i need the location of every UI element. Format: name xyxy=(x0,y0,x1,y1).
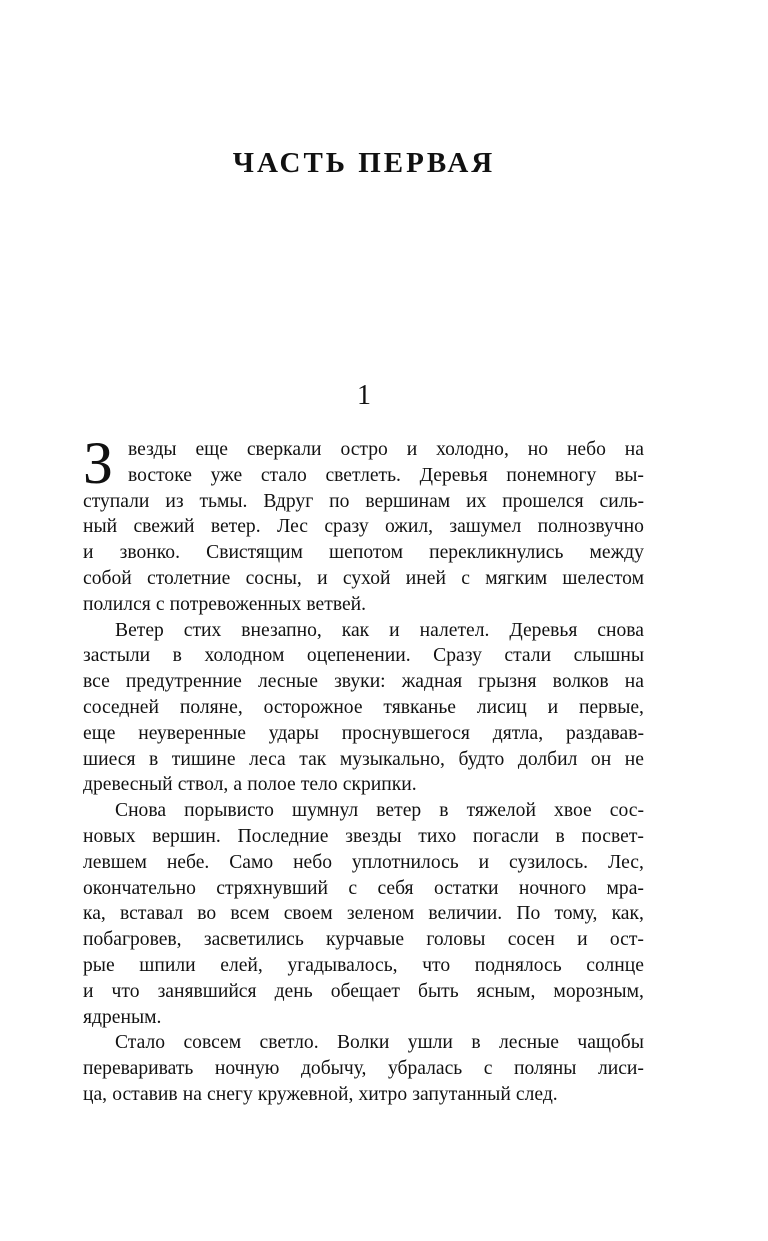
word: долбил xyxy=(517,748,578,770)
text-line xyxy=(83,850,644,876)
word: понемногу xyxy=(506,464,597,486)
word: полился xyxy=(83,593,151,615)
word: Деревья xyxy=(509,619,578,641)
word: в xyxy=(555,825,565,847)
word: хитро xyxy=(358,1083,408,1105)
word: тому, xyxy=(554,903,598,925)
word: уплотнилось xyxy=(351,851,459,873)
word: занявшийся xyxy=(157,980,257,1002)
drop-cap: З xyxy=(83,430,114,496)
word: во xyxy=(197,903,217,925)
text-line xyxy=(83,514,644,540)
word: музыкально, xyxy=(339,748,445,770)
word: еще xyxy=(83,722,116,744)
word: холодно, xyxy=(436,439,509,460)
word: ветер xyxy=(376,800,422,822)
word: ветвей. xyxy=(306,593,367,615)
word: По xyxy=(516,903,541,925)
word: мра- xyxy=(606,877,644,899)
text-line xyxy=(83,643,644,669)
text-line xyxy=(83,1082,644,1108)
word: древесный xyxy=(83,774,173,796)
word: поднялось xyxy=(474,954,562,976)
word: и xyxy=(317,567,328,589)
word: собой xyxy=(83,567,132,589)
word: рые xyxy=(83,954,115,976)
word: след. xyxy=(515,1083,558,1105)
word: елей, xyxy=(220,954,263,976)
word: вставал xyxy=(120,903,184,925)
paragraph xyxy=(83,1030,644,1107)
word: стих xyxy=(183,619,222,641)
word: Снова xyxy=(115,800,167,822)
word: а xyxy=(233,774,243,796)
word: Вдруг xyxy=(263,490,314,512)
word: на xyxy=(182,1083,202,1105)
text-line xyxy=(83,566,644,592)
word: сухой xyxy=(342,567,391,589)
word: что xyxy=(422,954,451,976)
word: засветились xyxy=(203,929,304,951)
word: Лес xyxy=(276,516,309,538)
word: скрипки. xyxy=(342,774,417,796)
word: и xyxy=(406,439,418,460)
word: леса xyxy=(249,748,286,770)
word: посвет- xyxy=(581,825,644,847)
word: и xyxy=(389,619,400,641)
word: еще xyxy=(195,439,228,460)
word: тявканье xyxy=(383,696,456,718)
word: погасли xyxy=(472,825,539,847)
word: запутанный xyxy=(412,1083,511,1105)
word: шепотом xyxy=(329,542,403,564)
word: перекликнулись xyxy=(429,542,564,564)
word: силь- xyxy=(599,490,644,512)
word: так xyxy=(299,748,327,770)
word: поляны xyxy=(513,1058,577,1080)
text-line xyxy=(83,927,644,953)
paragraph xyxy=(83,618,644,799)
word: ный xyxy=(83,516,118,538)
word: слышны xyxy=(573,645,644,667)
word: морозным, xyxy=(553,980,644,1002)
text-line xyxy=(83,618,644,644)
word: холодном xyxy=(204,645,285,667)
word: тьмы. xyxy=(199,490,248,512)
word: тихо xyxy=(418,825,457,847)
word: тело xyxy=(300,774,338,796)
word: вершин. xyxy=(152,825,221,847)
word: убралась xyxy=(387,1058,463,1080)
word: ступали xyxy=(83,490,150,512)
word: курчавые xyxy=(326,929,405,951)
word: остро xyxy=(340,439,388,460)
word: по xyxy=(329,490,350,512)
word: везды xyxy=(128,439,177,460)
word: ветер. xyxy=(210,516,261,538)
word: лисиц xyxy=(476,696,527,718)
word: осторожное xyxy=(263,696,363,718)
word: с xyxy=(461,567,470,589)
text-line xyxy=(83,592,644,618)
word: налетел. xyxy=(419,619,490,641)
word: сосны, xyxy=(245,567,302,589)
word: Последние xyxy=(237,825,329,847)
word: не xyxy=(624,748,644,770)
word: будто xyxy=(458,748,505,770)
word: Свистящим xyxy=(206,542,303,564)
word: и xyxy=(83,980,94,1002)
word: порывисто xyxy=(184,800,274,822)
text-line xyxy=(83,463,644,489)
word: в xyxy=(439,800,449,822)
word: кружевной, xyxy=(257,1083,354,1105)
text-line xyxy=(83,695,644,721)
word: лесные xyxy=(257,671,318,693)
text-line xyxy=(83,798,644,824)
word: сверкали xyxy=(246,439,322,460)
word: тишине xyxy=(171,748,236,770)
word: оцепенении. xyxy=(306,645,411,667)
word: жадная xyxy=(401,671,463,693)
word: снегу xyxy=(207,1083,253,1105)
word: удары xyxy=(268,722,319,744)
word: новых xyxy=(83,825,136,847)
word: застыли xyxy=(83,645,151,667)
text-line xyxy=(83,1056,644,1082)
word: светлеть. xyxy=(325,464,401,486)
word: небе. xyxy=(166,851,210,873)
word: небо xyxy=(566,439,606,460)
word: грызня xyxy=(478,671,537,693)
word: Волки xyxy=(336,1032,390,1054)
text-line xyxy=(83,979,644,1005)
word: неуверенные xyxy=(138,722,246,744)
word: переваривать xyxy=(83,1058,194,1080)
chapter-text xyxy=(83,430,644,1108)
word: обещает xyxy=(330,980,400,1002)
word: оставив xyxy=(112,1083,178,1105)
word: предутренние xyxy=(125,671,242,693)
word: своем xyxy=(283,903,333,925)
text-line xyxy=(83,540,644,566)
word: светло. xyxy=(259,1032,319,1054)
word: но xyxy=(527,439,549,460)
word: побагровев, xyxy=(83,929,182,951)
word: и xyxy=(478,851,490,873)
word: всем xyxy=(230,903,270,925)
word: остатки xyxy=(433,877,499,899)
word: величии. xyxy=(428,903,503,925)
word: быть xyxy=(418,980,459,1002)
word: ночного xyxy=(518,877,587,899)
word: звонко. xyxy=(119,542,180,564)
word: звуки: xyxy=(334,671,386,693)
word: угадывалось, xyxy=(287,954,398,976)
word: сосен xyxy=(507,929,555,951)
word: солнце xyxy=(586,954,644,976)
word: зашумел xyxy=(449,516,522,538)
word: Ветер xyxy=(115,619,164,641)
word: снова xyxy=(597,619,644,641)
word: ка, xyxy=(83,903,106,925)
word: ост- xyxy=(609,929,644,951)
word: полнозвучно xyxy=(537,516,644,538)
word: окончательно xyxy=(83,877,196,899)
word: шелестом xyxy=(562,567,644,589)
text-line xyxy=(83,1030,644,1056)
word: совсем xyxy=(183,1032,242,1054)
paragraph xyxy=(83,430,644,618)
word: дятла, xyxy=(492,722,544,744)
word: иней xyxy=(405,567,446,589)
text-line xyxy=(83,876,644,902)
text-line xyxy=(83,437,644,463)
word: сузилось. xyxy=(509,851,589,873)
word: на xyxy=(624,439,644,460)
word: востоке xyxy=(128,464,192,486)
word: шиеся xyxy=(83,748,136,770)
word: стало xyxy=(260,464,307,486)
word: уже xyxy=(210,464,243,486)
word: и xyxy=(547,696,559,718)
word: все xyxy=(83,671,110,693)
word: соседней xyxy=(83,696,159,718)
word: Лес, xyxy=(607,851,644,873)
word: чащобы xyxy=(577,1032,644,1054)
word: раздавав- xyxy=(565,722,644,744)
word: в xyxy=(172,645,182,667)
text-line xyxy=(83,721,644,747)
word: прошелся xyxy=(502,490,584,512)
word: день xyxy=(274,980,313,1002)
word: сразу xyxy=(324,516,369,538)
word: Сразу xyxy=(433,645,482,667)
word: левшем xyxy=(83,851,147,873)
word: полое xyxy=(247,774,296,796)
word: и xyxy=(83,542,94,564)
word: из xyxy=(165,490,184,512)
word: шумнул xyxy=(291,800,359,822)
text-line xyxy=(83,669,644,695)
word: как xyxy=(341,619,370,641)
word: тяжелой xyxy=(466,800,536,822)
paragraph xyxy=(83,798,644,1030)
word: поляне, xyxy=(179,696,243,718)
word: волков xyxy=(552,671,609,693)
word: свежий xyxy=(133,516,195,538)
word: проснувшегося xyxy=(341,722,470,744)
word: ночную xyxy=(214,1058,280,1080)
word: зеленом xyxy=(346,903,415,925)
text-line xyxy=(83,489,644,515)
word: небо xyxy=(293,851,333,873)
word: Деревья xyxy=(419,464,488,486)
word: как, xyxy=(611,903,644,925)
word: их xyxy=(466,490,487,512)
word: себя xyxy=(377,877,414,899)
word: он xyxy=(590,748,612,770)
word: внезапно, xyxy=(241,619,322,641)
word: и xyxy=(577,929,588,951)
text-line xyxy=(83,824,644,850)
word: ожил, xyxy=(385,516,434,538)
word: сос- xyxy=(609,800,644,822)
word: ца, xyxy=(83,1083,108,1105)
word: первые, xyxy=(578,696,644,718)
word: вершинам xyxy=(365,490,451,512)
chapter-number: 1 xyxy=(357,380,371,411)
word: с xyxy=(483,1058,493,1080)
word: добычу, xyxy=(300,1058,367,1080)
word: столетние xyxy=(147,567,231,589)
word: потревоженных xyxy=(169,593,302,615)
word: ствол, xyxy=(177,774,229,796)
word: стряхнувший xyxy=(216,877,328,899)
word: хвое xyxy=(554,800,592,822)
word: лесные xyxy=(498,1032,559,1054)
word: Стало xyxy=(115,1032,166,1054)
word: головы xyxy=(426,929,486,951)
word: ушли xyxy=(407,1032,453,1054)
word: стали xyxy=(504,645,552,667)
word: между xyxy=(589,542,644,564)
word: в xyxy=(149,748,159,770)
word: на xyxy=(624,671,644,693)
word: в xyxy=(471,1032,481,1054)
part-title: ЧАСТЬ ПЕРВАЯ xyxy=(232,147,496,179)
word: ясным, xyxy=(476,980,536,1002)
word: звезды xyxy=(345,825,402,847)
text-line xyxy=(83,772,644,798)
word: вы- xyxy=(615,464,644,486)
text-line xyxy=(83,747,644,773)
word: с xyxy=(155,593,165,615)
word: ядреным. xyxy=(83,1006,162,1028)
word: шпили xyxy=(139,954,196,976)
word: Само xyxy=(229,851,274,873)
word: лиси- xyxy=(597,1058,644,1080)
word: что xyxy=(111,980,140,1002)
text-line xyxy=(83,1005,644,1031)
text-line xyxy=(83,901,644,927)
text-line xyxy=(83,953,644,979)
word: с xyxy=(348,877,358,899)
word: мягким xyxy=(485,567,548,589)
